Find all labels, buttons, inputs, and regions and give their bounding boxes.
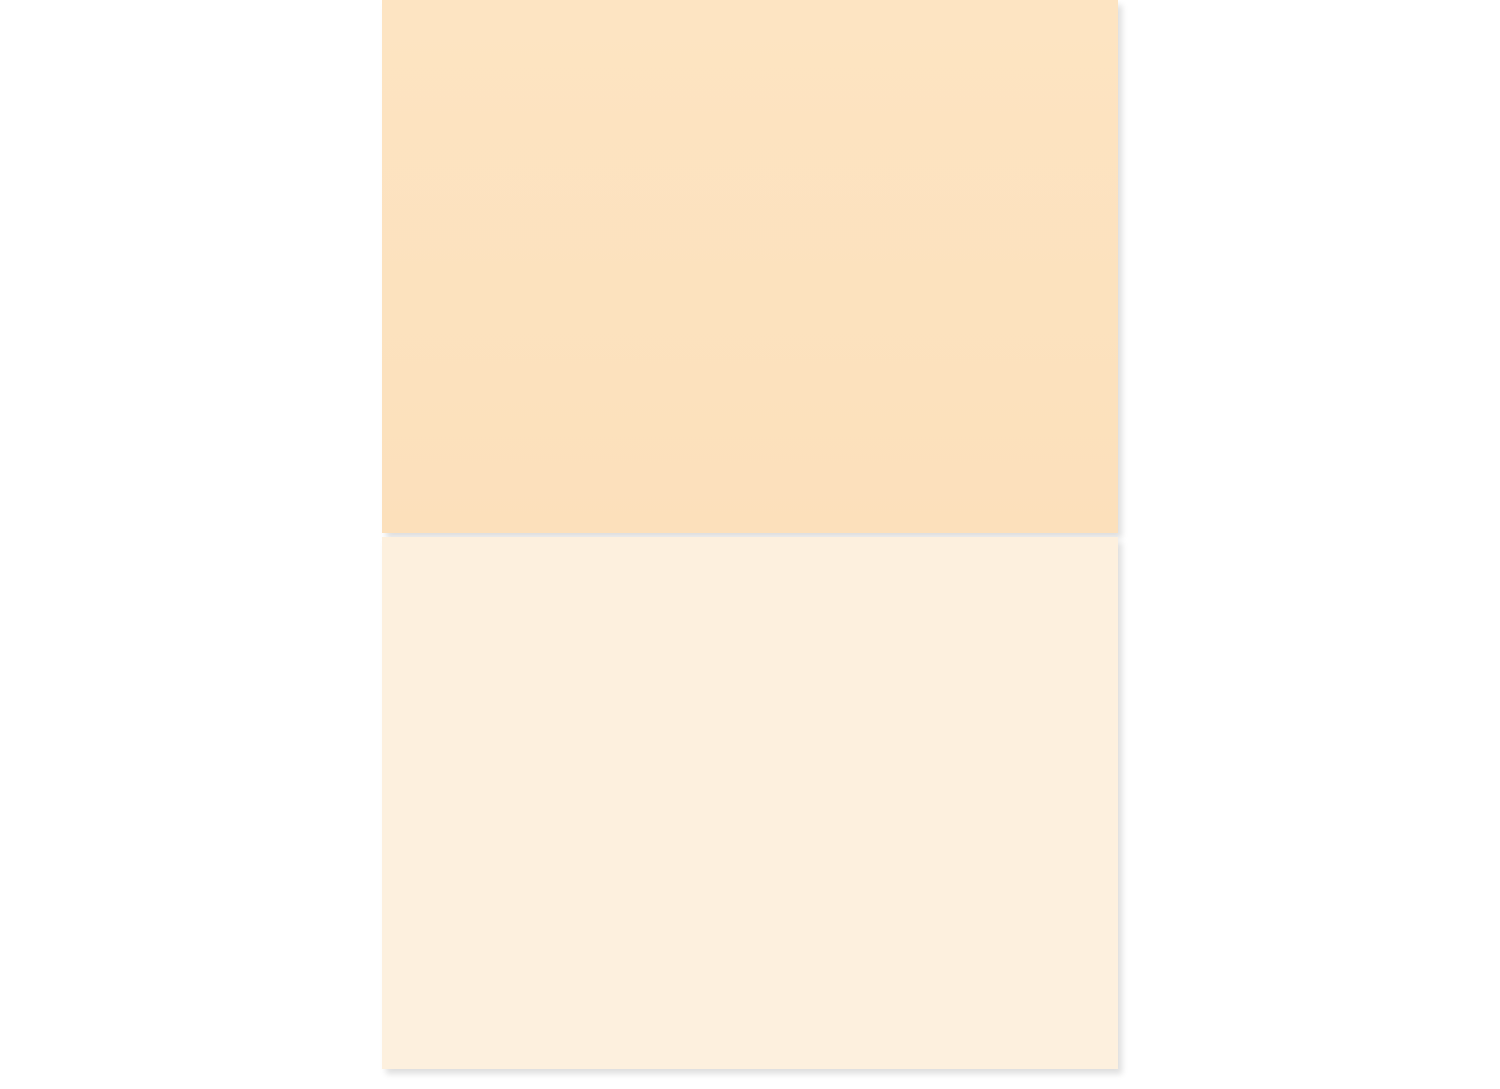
weekly-planner-sheet (382, 537, 1118, 1069)
weekly-notes-sheet (382, 0, 1118, 533)
